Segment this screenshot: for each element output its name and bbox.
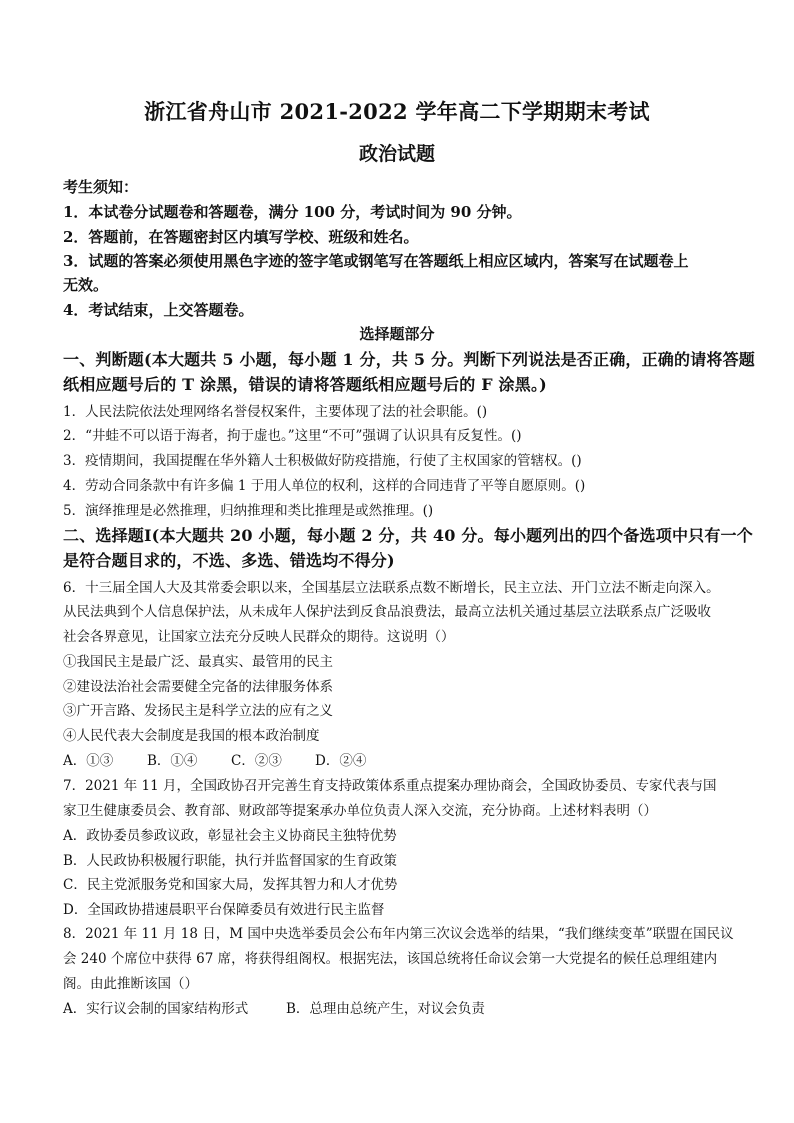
statement: ④人民代表大会制度是我国的根本政治制度 <box>63 728 320 744</box>
option-b: B．总理由总统产生，对议会负责 <box>286 1001 485 1017</box>
question-stem: 阁。由此推断该国（） <box>63 976 198 992</box>
answer-options <box>63 749 732 769</box>
section-header: 二、选择题Ⅰ(本大题共 20 小题，每小题 2 分，共 40 分。每小题列出的四个备选项中只有一个 <box>63 526 753 545</box>
part-title: 选择题部分 <box>359 325 435 343</box>
question-item: 5．演绎推理是必然推理，归纳推理和类比推理是或然推理。() <box>63 503 434 519</box>
question-item: 4．劳动合同条款中有许多偏 1 于用人单位的权利，这样的合同违背了平等自愿原则。() <box>63 478 586 494</box>
option-b: B．①④ <box>147 753 198 769</box>
notice-heading: 考生须知： <box>63 178 139 196</box>
question-item: 3．疫情期间，我国提醒在华外籍人士积极做好防疫措施，行使了主权国家的管辖权。() <box>63 453 582 469</box>
question-stem: 6．十三届全国人大及其常委会职以来，全国基层立法联系点数不断增长，民主立法、开门立法不断走向深入。 <box>63 580 720 596</box>
option-a: A．①③ <box>63 753 114 769</box>
statement: ③广开言路、发扬民主是科学立法的应有之义 <box>63 703 333 719</box>
option-d: D．②④ <box>315 753 367 769</box>
question-stem: 会 240 个席位中获得 67 席，将获得组阁权。根据宪法，该国总统将任命议会第一大党提名的候任总理组建内 <box>63 951 718 967</box>
notice-item: 4．考试结束，上交答题卷。 <box>63 301 254 319</box>
question-stem: 7．2021 年 11 月，全国政协召开完善生育支持政策体系重点提案办理协商会，全国政协委员、专家代表与国 <box>63 778 717 794</box>
option-b: B．人民政协积极履行职能，执行并监督国家的生育政策 <box>63 853 397 869</box>
question-stem: 社会各界意见，让国家立法充分反映人民群众的期待。这说明（） <box>63 629 455 645</box>
question-stem: 家卫生健康委员会、教育部、财政部等提案承办单位负责人深入交流，充分协商。上述材料表明（） <box>63 803 657 819</box>
question-item: 1．人民法院依法处理网络名誉侵权案件，主要体现了法的社会职能。() <box>63 404 488 420</box>
question-stem: 从民法典到个人信息保护法，从未成年人保护法到反食品浪费法，最高立法机关通过基层立法联系点广泛吸收 <box>63 604 711 620</box>
section-header: 纸相应题号后的 T 涂黑，错误的请将答题纸相应题号后的 F 涂黑。) <box>63 375 547 394</box>
option-a: A．实行议会制的国家结构形式 <box>63 1001 249 1017</box>
question-item: 2．“井蛙不可以语于海者，拘于虚也。”这里“不可”强调了认识具有反复性。() <box>63 428 522 444</box>
section-header: 是符合题目求的，不选、多选、错选均不得分) <box>63 551 395 570</box>
option-c: C．②③ <box>231 753 282 769</box>
notice-item: 2．答题前，在答题密封区内填写学校、班级和姓名。 <box>63 228 419 246</box>
answer-options <box>63 997 732 1017</box>
option-a: A．政协委员参政议政，彰显社会主义协商民主独特优势 <box>63 828 397 844</box>
statement: ①我国民主是最广泛、最真实、最管用的民主 <box>63 654 333 670</box>
page-subtitle: 政治试题 <box>358 143 435 165</box>
question-stem: 8．2021 年 11 月 18 日，M 国中央选举委员会公布年内第三次议会选举的结果，“我们继续变革”联盟在国民议 <box>63 926 734 942</box>
statement: ②建设法治社会需要健全完备的法律服务体系 <box>63 679 333 695</box>
notice-item: 1．本试卷分试题卷和答题卷，满分 100 分，考试时间为 90 分钟。 <box>63 203 522 221</box>
page-title: 浙江省舟山市 2021-2022 学年高二下学期期末考试 <box>144 99 650 124</box>
option-c: C．民主党派服务党和国家大局，发挥其智力和人才优势 <box>63 877 398 893</box>
notice-item: 3．试题的答案必须使用黑色字迹的签字笔或钢笔写在答题纸上相应区域内，答案写在试题卷上 <box>63 252 689 270</box>
option-d: D．全国政协措速晨职平台保障委员有效进行民主监督 <box>63 902 385 918</box>
notice-item: 无效。 <box>63 276 109 294</box>
section-header: 一、判断题(本大题共 5 小题，每小题 1 分，共 5 分。判断下列说法是否正确，正确的请将答题 <box>63 350 755 369</box>
